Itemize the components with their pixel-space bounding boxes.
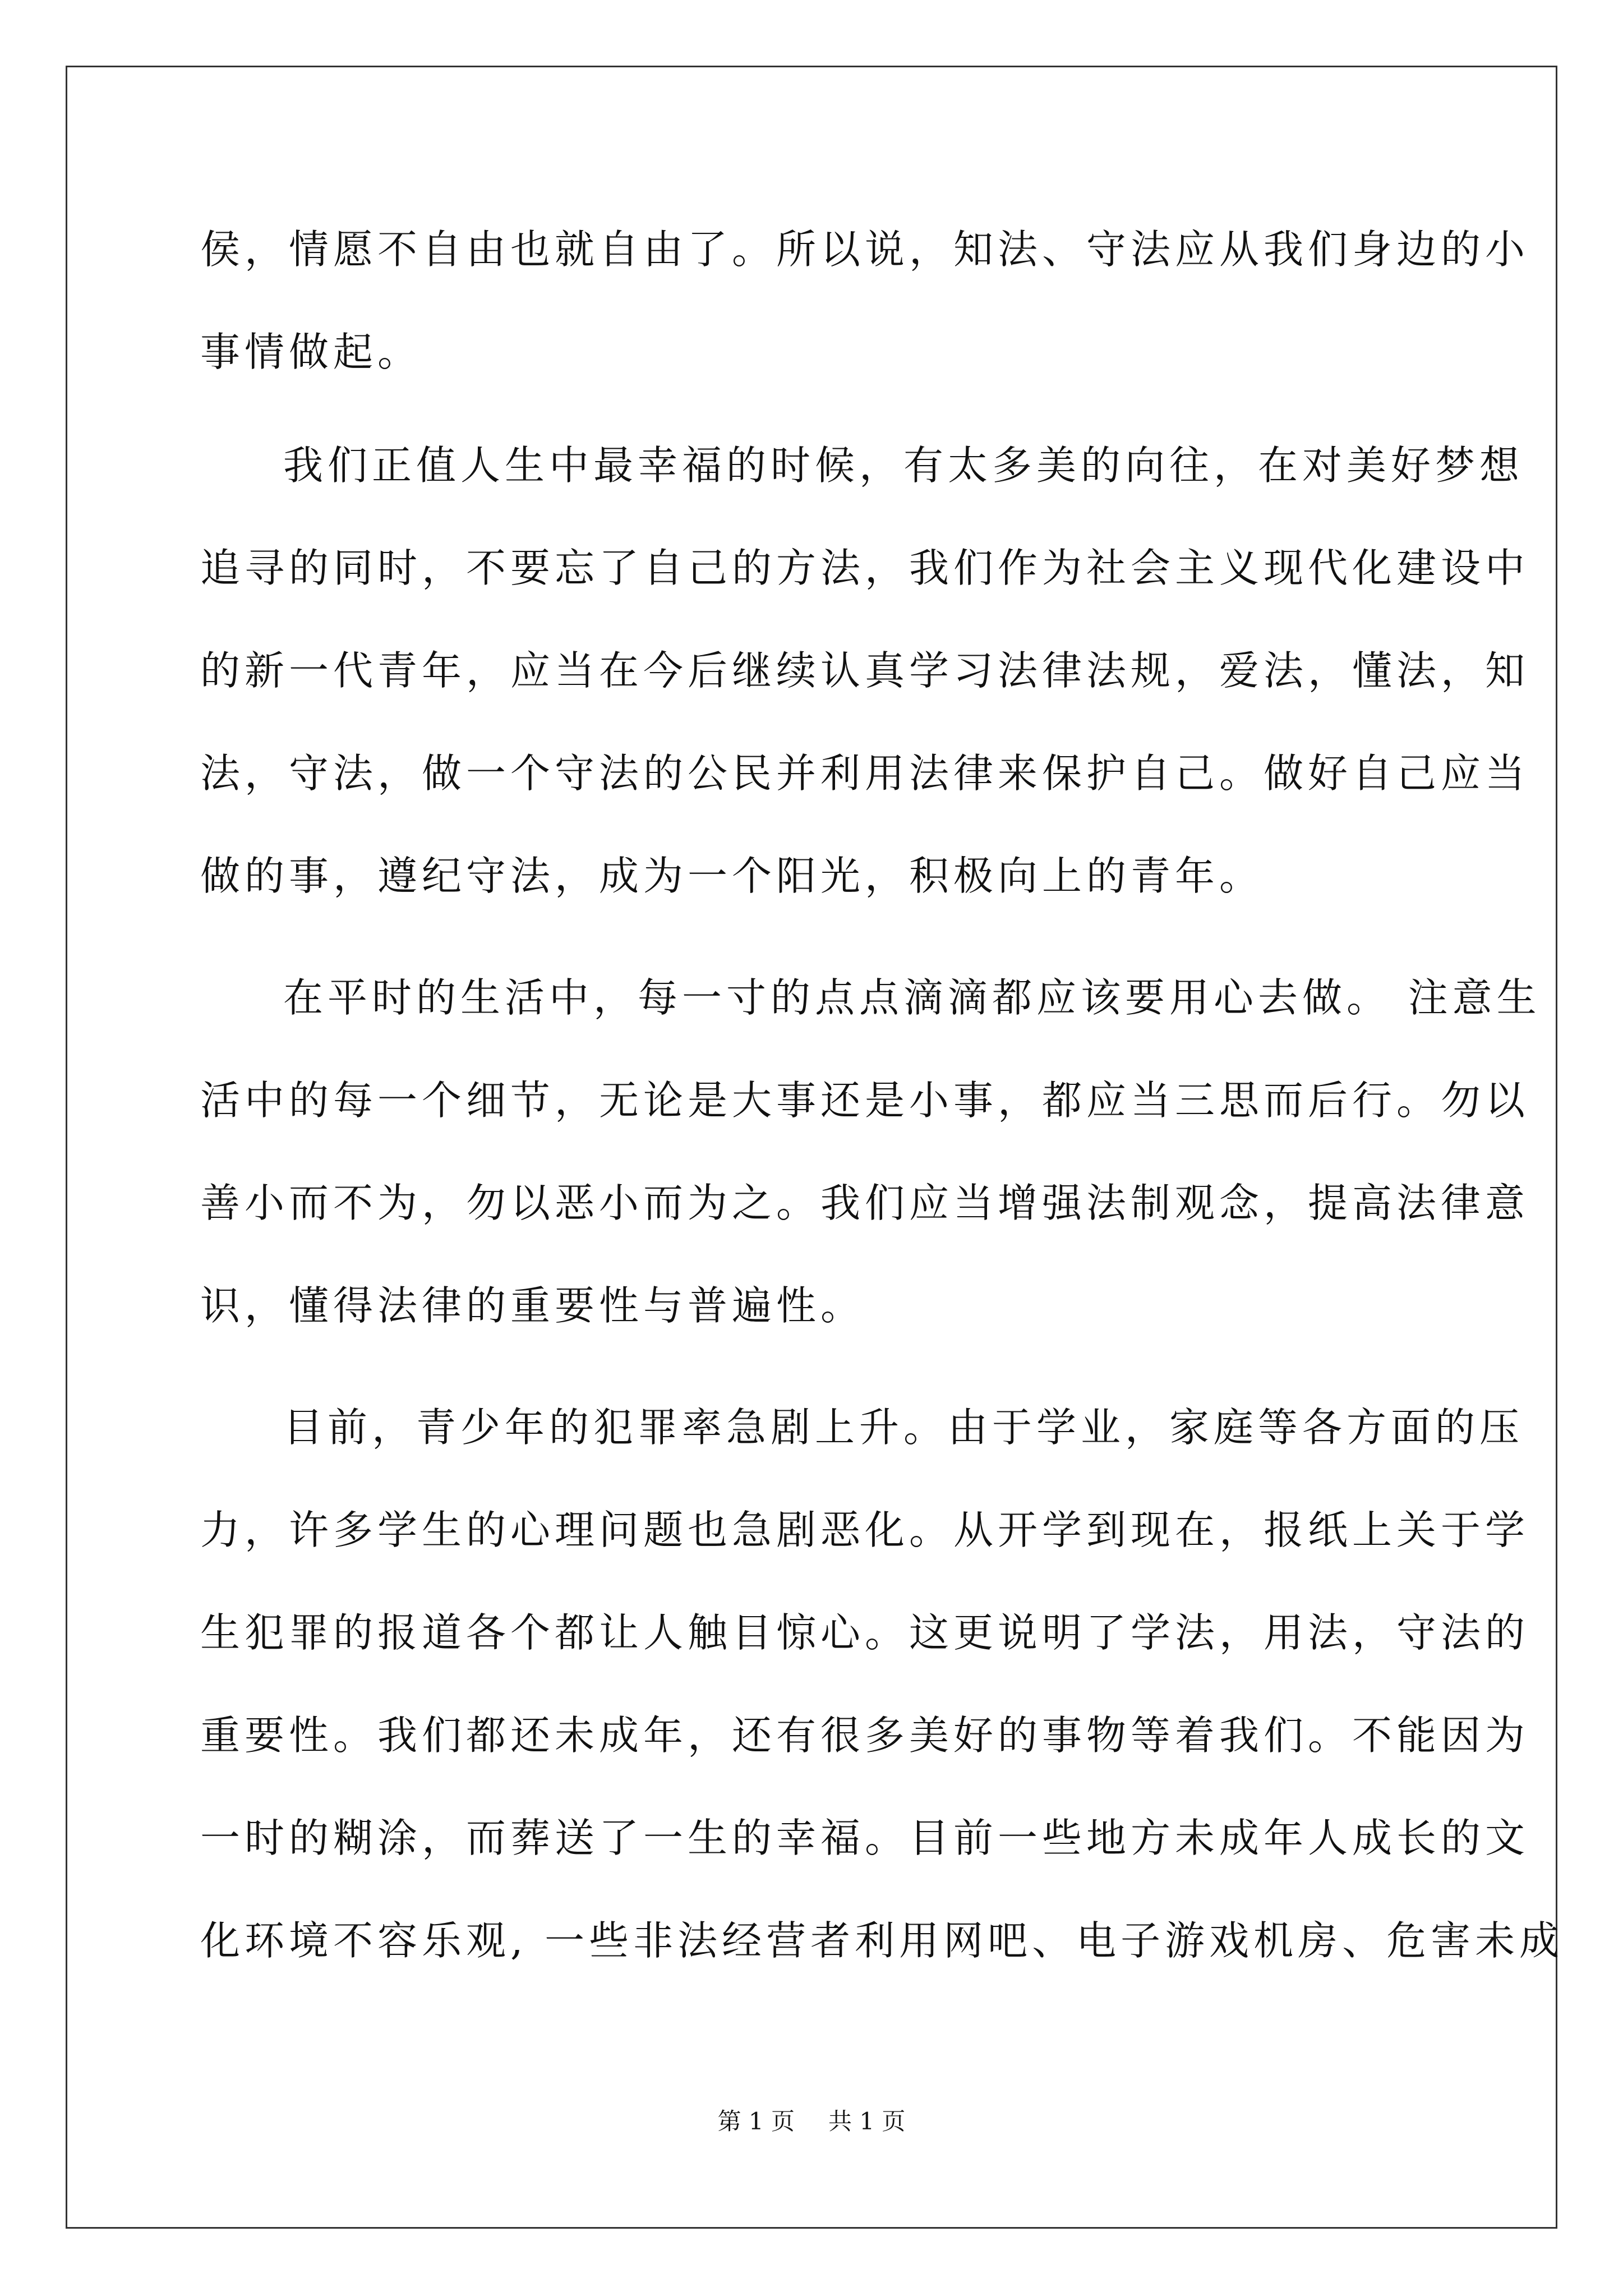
text-line: 重要性。我们都还未成年，还有很多美好的事物等着我们。不能因为 bbox=[200, 1712, 1530, 1759]
paragraph-first-line: 目前，青少年的犯罪率急剧上升。由于学业，家庭等各方面的压 bbox=[283, 1404, 1524, 1451]
page-footer bbox=[0, 2105, 1623, 2138]
text-line: 活中的每一个细节，无论是大事还是小事，都应当三思而后行。勿以 bbox=[200, 1077, 1530, 1124]
paragraph-first-line: 在平时的生活中，每一寸的点点滴滴都应该要用心去做。 注意生 bbox=[283, 974, 1541, 1021]
paragraph-first-line: 我们正值人生中最幸福的时候，有太多美的向往，在对美好梦想 bbox=[283, 442, 1524, 489]
text-line: 侯，情愿不自由也就自由了。所以说，知法、守法应从我们身边的小 bbox=[200, 226, 1530, 273]
text-line: 追寻的同时，不要忘了自己的方法，我们作为社会主义现代化建设中 bbox=[200, 545, 1530, 591]
text-line: 法，守法，做一个守法的公民并利用法律来保护自己。做好自己应当 bbox=[200, 750, 1530, 797]
page-number: 第 1 页 bbox=[717, 2108, 795, 2135]
text-line: 识，懂得法律的重要性与普遍性。 bbox=[200, 1282, 865, 1329]
text-line: 生犯罪的报道各个都让人触目惊心。这更说明了学法，用法，守法的 bbox=[200, 1609, 1530, 1656]
page-total: 共 1 页 bbox=[828, 2108, 906, 2135]
text-line: 做的事，遵纪守法，成为一个阳光，积极向上的青年。 bbox=[200, 853, 1264, 899]
text-line: 善小而不为，勿以恶小而为之。我们应当增强法制观念，提高法律意 bbox=[200, 1180, 1530, 1226]
text-line: 事情做起。 bbox=[200, 329, 422, 375]
text-line: 化环境不容乐观, 一些非法经营者利用网吧、电子游戏机房、危害未成 bbox=[200, 1917, 1564, 1964]
text-line: 力，许多学生的心理问题也急剧恶化。从开学到现在，报纸上关于学 bbox=[200, 1507, 1530, 1553]
text-line: 的新一代青年，应当在今后继续认真学习法律法规，爱法，懂法，知 bbox=[200, 647, 1530, 694]
text-line: 一时的糊涂，而葬送了一生的幸福。目前一些地方未成年人成长的文 bbox=[200, 1815, 1530, 1861]
page-border bbox=[66, 66, 1564, 2229]
